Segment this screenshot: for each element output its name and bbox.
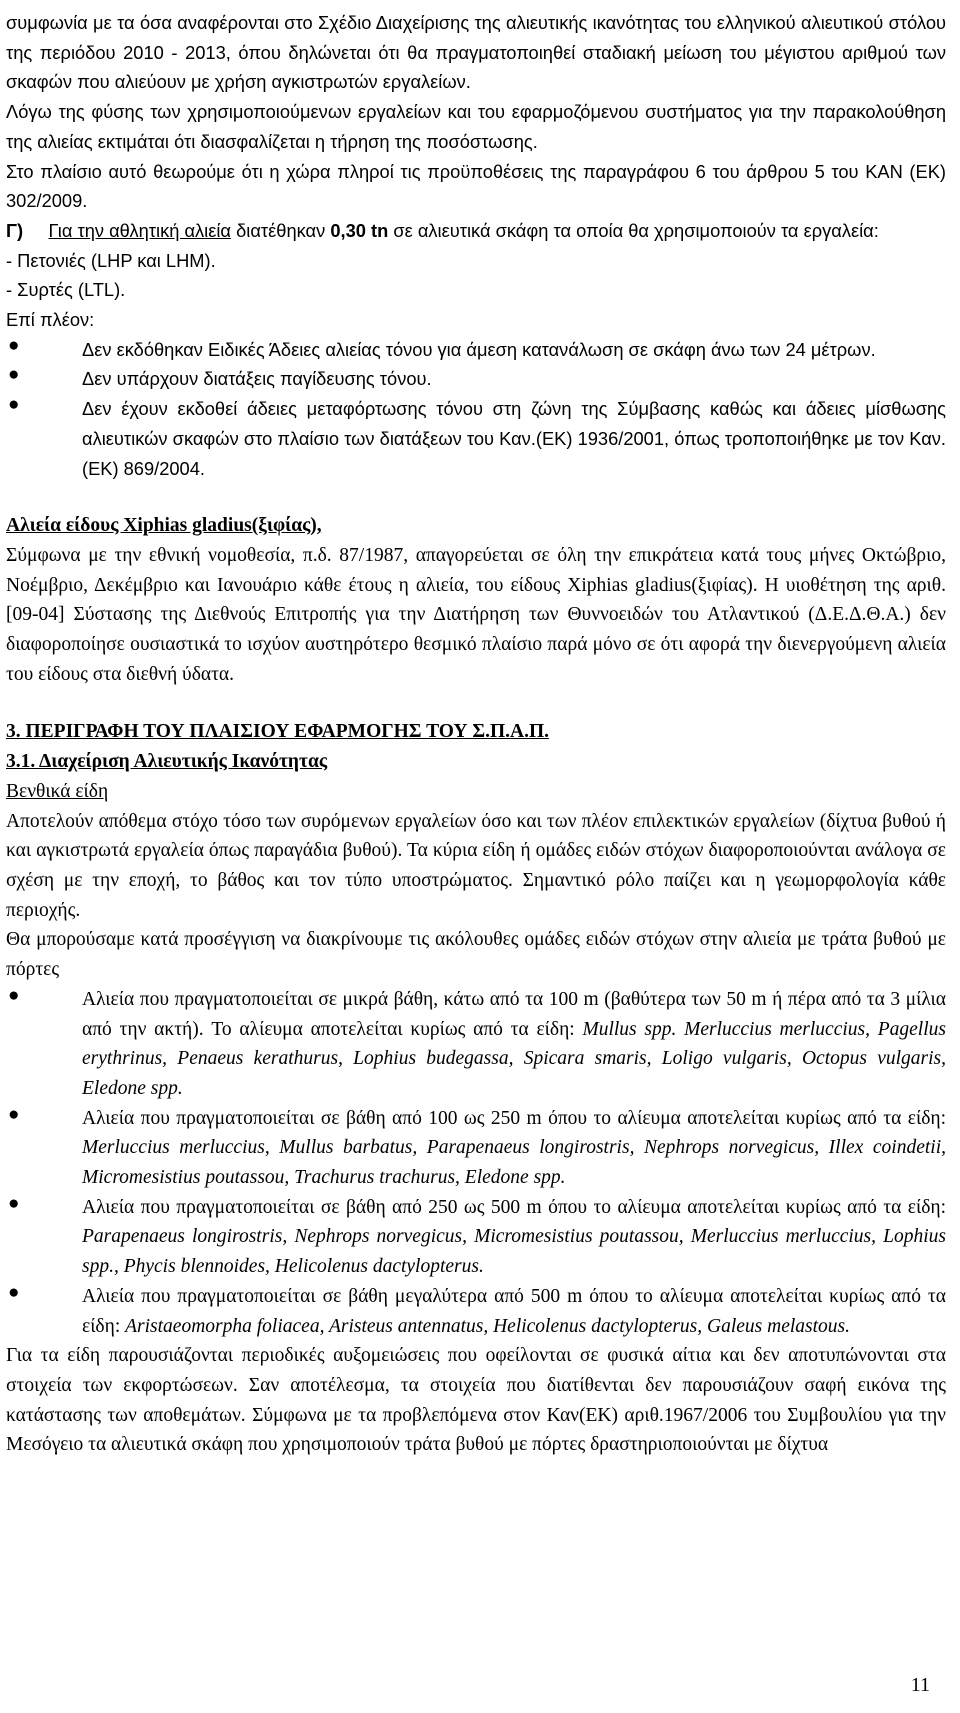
list-item: [6, 394, 946, 483]
list-item: [6, 1193, 946, 1282]
section-g: [6, 216, 946, 483]
spacer: [6, 689, 946, 717]
list-item-text: Αλιεία που πραγματοποιείται σε βάθη μεγαλύτερα από 500 m όπου το αλίευμα αποτελείται κυρίως από τα είδη: Aristaeomorpha foliacea, Aristeus antennatus, Helicolenus dactylopterus, Galeus melastous.: [82, 1285, 946, 1337]
list-item: [6, 985, 946, 1104]
list-item-text: Αλιεία που πραγματοποιείται σε βάθη από 250 ως 500 m όπου το αλίευμα αποτελείται κυρίως από τα είδη: Parapenaeus longirostris, Nephrops norvegicus, Micromesistius poutassou, Merluccius merluccius, Lophius spp., Phycis blennoides, Helicolenus dactylopterus.: [82, 1196, 946, 1278]
section-3: [6, 717, 946, 1460]
intro-block: [6, 8, 946, 216]
bullet-icon: ●: [8, 394, 20, 416]
section-3-paragraph-3: Για τα είδη παρουσιάζονται περιοδικές αυξομειώσεις που οφείλονται σε φυσικά αίτια και δεν αποτυπώνονται στα στοιχεία των εκφορτώσεων. Σαν αποτέλεσμα, τα στοιχεία που διατίθενται δεν παρουσιάζουν σαφή εικόνα της κατάστασης των αποθεμάτων. Σύμφωνα με τα προβλεπόμενα στον Καν(ΕΚ) αριθ.1967/2006 του Συμβουλίου για την Μεσόγειο τα αλιευτικά σκάφη που χρησιμοποιούν τράτα βυθού με πόρτες δραστηριοποιούνται με δίχτυα: [6, 1345, 946, 1456]
bullet-icon: ●: [8, 1281, 20, 1303]
bullet-icon: ●: [8, 364, 20, 386]
list-item-text: Δεν έχουν εκδοθεί άδειες μεταφόρτωσης τόνου στη ζώνη της Σύμβασης καθώς και άδειες μίσθωσης αλιευτικών σκαφών στο πλαίσιο των διατάξεων του Καν.(ΕΚ) 1936/2001, όπως τροποποιήθηκε με τον Καν.(ΕΚ) 869/2004.: [82, 398, 946, 479]
section-g-text-2: σε αλιευτικά σκάφη τα οποία θα χρησιμοποιούν τα εργαλεία:: [388, 219, 879, 241]
list-item: [6, 364, 946, 394]
list-item-text: Δεν υπάρχουν διατάξεις παγίδευσης τόνου.: [82, 368, 432, 390]
list-item-text: Δεν εκδόθηκαν Ειδικές Άδειες αλιείας τόνου για άμεση κατανάλωση σε σκάφη άνω των 24 μέτρων.: [82, 338, 876, 360]
page-number: 11: [910, 1674, 930, 1696]
list-item: [6, 335, 946, 365]
section-3-paragraph-1: Αποτελούν απόθεμα στόχο τόσο των συρόμενων εργαλείων όσο και των πλέον επιλεκτικών εργαλείων (δίχτυα βυθού ή και αγκιστρωτά εργαλεία όπως παραγάδια βυθού). Τα κύρια είδη ή ομάδες ειδών στόχων διαφοροποιούνται ανάλογα σε σχέση με την εποχή, το βάθος και τον τύπο υποστρώματος. Σημαντικό ρόλο παίζει και η γεωμορφολογία κάθε περιοχής.: [6, 810, 946, 921]
xiphias-section: [6, 511, 946, 689]
list-item: [6, 1104, 946, 1193]
section-g-paragraph: [6, 216, 946, 246]
bullet-icon: ●: [8, 1192, 20, 1214]
intro-paragraph-3: Στο πλαίσιο αυτό θεωρούμε ότι η χώρα πληροί τις προϋποθέσεις της παραγράφου 6 του άρθρου 5 του ΚΑΝ (ΕΚ) 302/2009.: [6, 160, 946, 212]
bullet-icon: ●: [8, 1103, 20, 1125]
section-g-text-1: διατέθηκαν: [231, 219, 331, 241]
bullet-icon: ●: [8, 984, 20, 1006]
xiphias-paragraph: Σύμφωνα με την εθνική νομοθεσία, π.δ. 87/1987, απαγορεύεται σε όλη την επικράτεια κατά τους μήνες Οκτώβριο, Νοέμβριο, Δεκέμβριο και Ιανουάριο κάθε έτους η αλιεία, του είδους Xiphias gladius(ξιφίας). Η υιοθέτηση της αριθ. [09-04] Σύστασης της Διεθνούς Επιτροπής για την Διατήρηση των Θυννοειδών του Ατλαντικού (Δ.Ε.Δ.Θ.Α.) δεν διαφοροποίησε ουσιαστικά το ισχύον αυστηρότερο θεσμικό πλαίσιο παρά μόνο σε ότι αφορά την διενεργούμενη αλιεία του είδους στα διεθνή ύδατα.: [6, 544, 946, 685]
section-g-title: Για την αθλητική αλιεία: [48, 219, 232, 241]
section-g-amount: 0,30 tn: [330, 219, 389, 241]
list-item: [6, 1282, 946, 1341]
moreover-label: Επί πλέον:: [6, 309, 95, 331]
xiphias-heading: Αλιεία είδους Xiphias gladius(ξιφίας),: [6, 515, 322, 537]
benthic-heading: Βενθικά είδη: [6, 780, 109, 802]
spacer: [6, 483, 946, 511]
section-3-1-heading: 3.1. Διαχείριση Αλιευτικής Ικανότητας: [6, 751, 328, 773]
tool-line: - Πετονιές (LHP και LHM).: [6, 249, 216, 271]
bullet-icon: ●: [8, 334, 20, 356]
list-item-text: Αλιεία που πραγματοποιείται σε βάθη από 100 ως 250 m όπου το αλίευμα αποτελείται κυρίως από τα είδη: Merluccius merluccius, Mullus barbatus, Parapenaeus longirostris, Nephrops norvegicus, Illex coindetii, Micromesistius poutassou, Trachurus trachurus, Eledone spp.: [82, 1107, 946, 1189]
section-g-label: Γ): [6, 219, 24, 241]
section-3-paragraph-2: Θα μπορούσαμε κατά προσέγγιση να διακρίνουμε τις ακόλουθες ομάδες ειδών στόχων στην αλιεία με τράτα βυθού με πόρτες: [6, 929, 946, 981]
intro-paragraph-2: Λόγω της φύσης των χρησιμοποιούμενων εργαλείων και του εφαρμοζόμενου συστήματος για την παρακολούθηση της αλιείας εκτιμάται ότι διασφαλίζεται η τήρηση της ποσόστωσης.: [6, 101, 946, 152]
tool-line: - Συρτές (LTL).: [6, 279, 126, 301]
intro-paragraph-1: συμφωνία με τα όσα αναφέρονται στο Σχέδιο Διαχείρισης της αλιευτικής ικανότητας του ελληνικού αλιευτικού στόλου της περιόδου 2010 - 2013, όπου δηλώνεται ότι θα πραγματοποιηθεί σταδιακή μείωση του μέγιστου αριθμού των σκαφών που αλιεύουν με χρήση αγκιστρωτών εργαλείων.: [6, 12, 946, 93]
section-3-heading: 3. ΠΕΡΙΓΡΑΦΗ ΤΟΥ ΠΛΑΙΣΙΟΥ ΕΦΑΡΜΟΓΗΣ ΤΟΥ Σ.Π.Α.Π.: [6, 721, 550, 743]
list-item-text: Αλιεία που πραγματοποιείται σε μικρά βάθη, κάτω από τα 100 m (βαθύτερα των 50 m ή πέρα από τα 3 μίλια από την ακτή). Το αλίευμα αποτελείται κυρίως από τα είδη: Mullus spp. Merluccius merluccius, Pagellus erythrinus, Penaeus kerathurus, Lophius budegassa, Spicara smaris, Loligo vulgaris, Octopus vulgaris, Eledone spp.: [82, 988, 946, 1099]
